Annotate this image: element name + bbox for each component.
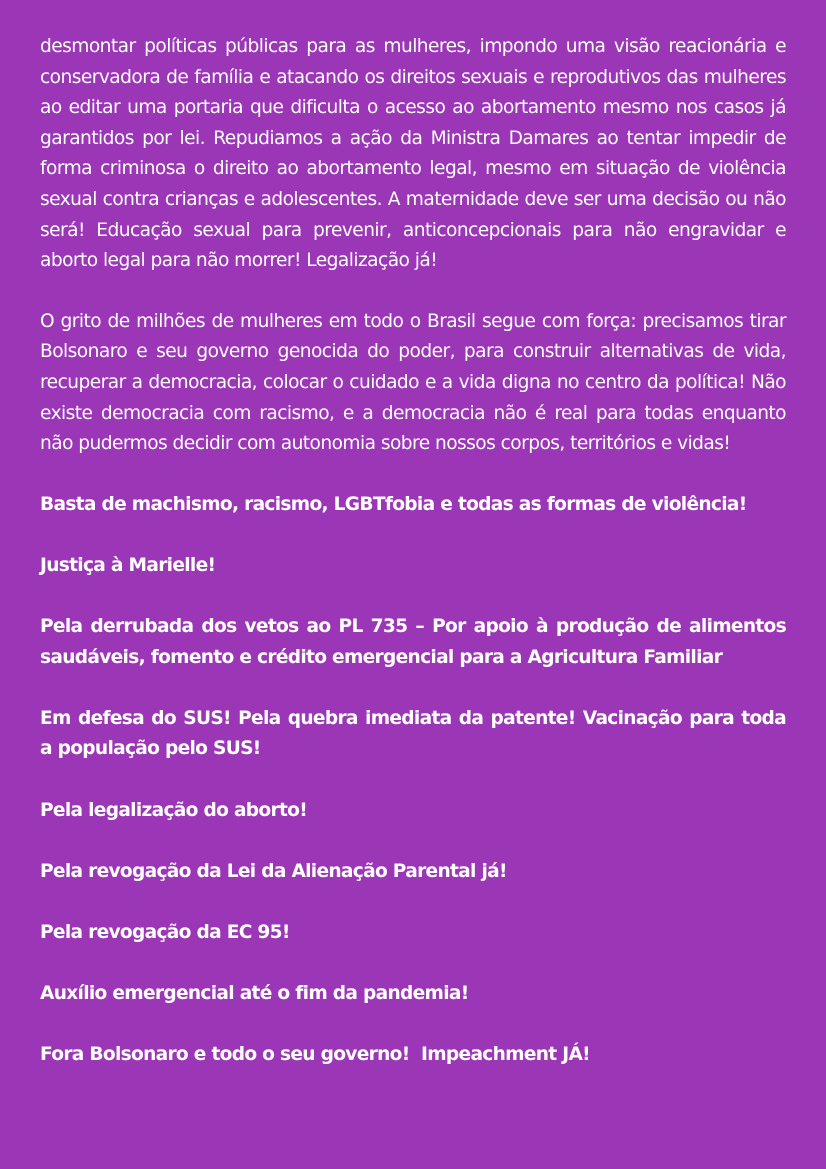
slogan-parental-alienation: Pela revogação da Lei da Alienação Parental já! — [40, 860, 507, 882]
slogan-emergency-aid: Auxílio emergencial até o fim da pandemia! — [40, 983, 469, 1005]
slogan-pl735: Pela derrubada dos vetos ao PL 735 – Por apoio à produção de alimentos saudáveis, fomento e crédito emergencial para a Agricultura Familiar — [40, 616, 786, 668]
slogan-marielle: Justiça à Marielle! — [40, 554, 216, 576]
slogan-violence: Basta de machismo, racismo, LGBTfobia e todas as formas de violência! — [40, 493, 747, 515]
slogan-sus: Em defesa do SUS! Pela quebra imediata da patente! Vacinação para toda a população pelo SUS! — [40, 707, 786, 760]
body-paragraph-rights: desmontar políticas públicas para as mulheres, impondo uma visão reacionária e conservadora de família e atacando os direitos sexuais e reprodutivos das mulheres ao editar uma portaria que dificulta o acesso ao abortamento mesmo nos casos já garantidos por lei. Repudiamos a ação da Ministra Damares ao tentar impedir de forma criminosa o direito ao abortamento legal, mesmo em situação de violência sexual contra crianças e adolescentes. A maternidade deve ser uma decisão ou não será! Educação sexual para prevenir, anticoncepcionais para não engravidar e aborto legal para não morrer! Legalização já! — [40, 36, 786, 272]
slogan-abortion: Pela legalização do aborto! — [40, 799, 308, 821]
document-page — [40, 32, 786, 1102]
body-paragraph-democracy: O grito de milhões de mulheres em todo o Brasil segue com força: precisamos tirar Bolsonaro e seu governo genocida do poder, para construir alternativas de vida, recuperar a democracia, colocar o cuidado e a vida digna no centro da política! Não existe democracia com racismo, e a democracia não é real para todas enquanto não pudermos decidir com autonomia sobre nossos corpos, territórios e vidas! — [40, 310, 786, 455]
slogan-impeachment: Fora Bolsonaro e todo o seu governo! Impeachment JÁ! — [40, 1044, 590, 1066]
slogan-ec95: Pela revogação da EC 95! — [40, 922, 290, 944]
